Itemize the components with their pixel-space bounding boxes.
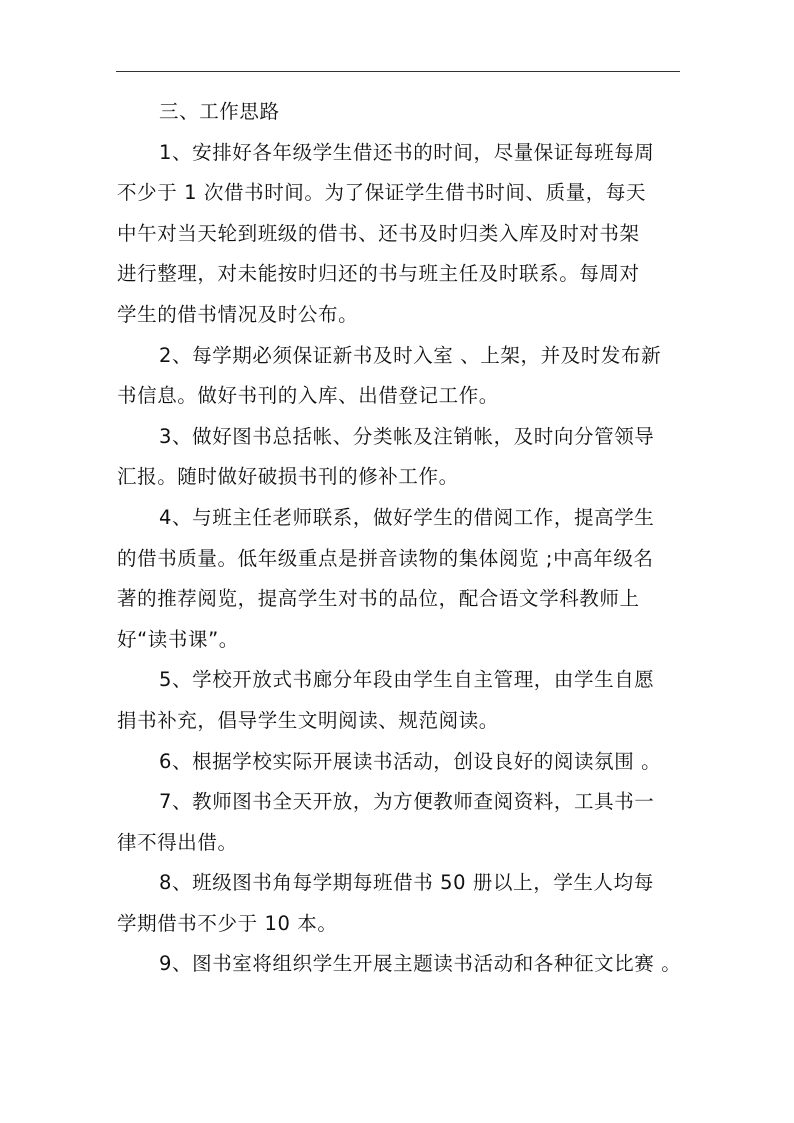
paragraph-line: 8、班级图书角每学期每班借书 50 册以上，学生人均每 [159,871,654,895]
paragraph-9 [117,944,683,985]
paragraph-line: 4、与班主任老师联系，做好学生的借阅工作，提高学生 [159,505,655,529]
paragraph-line: 学生的借书情况及时公布。 [117,302,359,326]
paragraph-line: 好“读书课”。 [117,627,239,651]
paragraph-line: 不少于 1 次借书时间。为了保证学生借书时间、质量，每天 [117,181,647,205]
paragraph-line: 2、每学期必须保证新书及时入室 、上架，并及时发布新 [159,343,662,367]
paragraph-6 [117,742,683,783]
document-body [117,92,683,985]
paragraph-3 [117,417,683,498]
paragraph-7 [117,782,683,863]
paragraph-line: 汇报。随时做好破损书刊的修补工作。 [117,465,459,489]
paragraph-line: 著的推荐阅览，提高学生对书的品位，配合语文学科教师上 [117,587,640,611]
paragraph-8 [117,863,683,944]
paragraph-line: 3、做好图书总括帐、分类帐及注销帐，及时向分管领导 [159,424,655,448]
paragraph-line: 的借书质量。低年级重点是拼音读物的集体阅览 ;中高年级名 [117,546,654,570]
header-rule [116,71,680,72]
paragraph-line: 书信息。做好书刊的入库、出借登记工作。 [117,384,499,408]
paragraph-line: 中午对当天轮到班级的借书、还书及时归类入库及时对书架 [117,221,640,245]
paragraph-1 [117,133,683,336]
paragraph-line: 9、图书室将组织学生开展主题读书活动和各种征文比赛 。 [159,952,682,976]
section-heading: 三、工作思路 [159,100,280,123]
paragraph-4 [117,498,683,660]
paragraph-line: 6、根据学校实际开展读书活动，创设良好的阅读氛围 。 [159,749,662,773]
paragraph-line: 学期借书不少于 10 本。 [117,911,338,935]
paragraph-line: 进行整理，对未能按时归还的书与班主任及时联系。每周对 [117,262,640,286]
paragraph-line: 1、安排好各年级学生借还书的时间，尽量保证每班每周 [159,140,655,164]
paragraph-line: 5、学校开放式书廊分年段由学生自主管理，由学生自愿 [159,668,655,692]
paragraph-line: 律不得出借。 [117,830,238,854]
paragraph-5 [117,660,683,741]
paragraph-2 [117,336,683,417]
paragraph-line: 捐书补充，倡导学生文明阅读、规范阅读。 [117,708,499,732]
paragraph-line: 7、教师图书全天开放，为方便教师查阅资料，工具书一 [159,790,655,814]
